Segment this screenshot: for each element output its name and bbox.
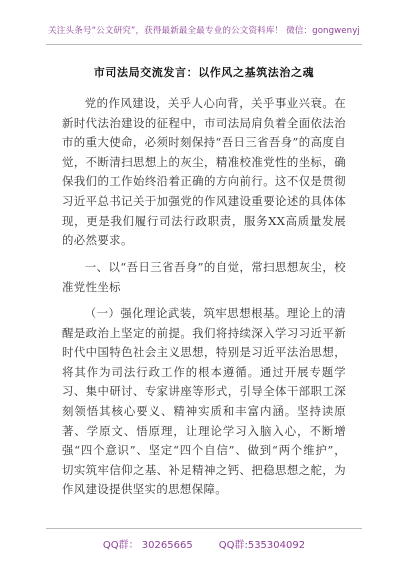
footer-qq-group-2: QQ群:535304092 bbox=[218, 540, 306, 551]
header-divider bbox=[46, 44, 362, 45]
paragraph-subsection: （一）强化理论武装，筑牢思想根基。理论上的清醒是政治上坚定的前提。我们将持续深入学习习近平新时代中国特色社会主义思想，特别是习近平法治思想，将其作为司法行政工作的根本遵循。通过开展专题学习、集中研讨、专家讲座等形式，引导全体干部职工深刻领悟其核心要义、精神实质和丰富内涵。坚持读原著、学原文、悟原理，让理论学习入脑入心，不断增强“四个意识”、坚定“四个自信”、做到“两个维护”，切实筑牢信仰之基、补足精神之钙、把稳思想之舵，为作风建设提供坚实的思想保障。 bbox=[62, 306, 346, 497]
page-footer bbox=[0, 536, 408, 551]
page-header: 关注头条号“公文研究”，获得最新最全最专业的公文资料库！ 微信：gongwenyj bbox=[48, 26, 360, 36]
document-title: 市司法局交流发言：以作风之基筑法治之魂 bbox=[93, 66, 315, 79]
paragraph-intro: 党的作风建设，关乎人心向背，关乎事业兴衰。在新时代法治建设的征程中，市司法局肩负着全面依法治市的重大使命，必须时刻保持“吾日三省吾身”的高度自觉，不断清扫思想上的灰尘，精准校准党性的坐标，确保我们的工作始终沿着正确的方向前行。这不仅是贯彻习近平总书记关于加强党的作风建设重要论述的具体体现，更是我们履行司法行政职责，服务XX高质量发展的必然要求。 bbox=[62, 96, 346, 248]
footer-qq-group-1: QQ群： 30265665 bbox=[102, 540, 193, 551]
section-heading: 一、以“吾日三省吾身”的自觉，常扫思想灰尘，校准党性坐标 bbox=[62, 260, 346, 294]
footer-divider bbox=[46, 528, 362, 529]
